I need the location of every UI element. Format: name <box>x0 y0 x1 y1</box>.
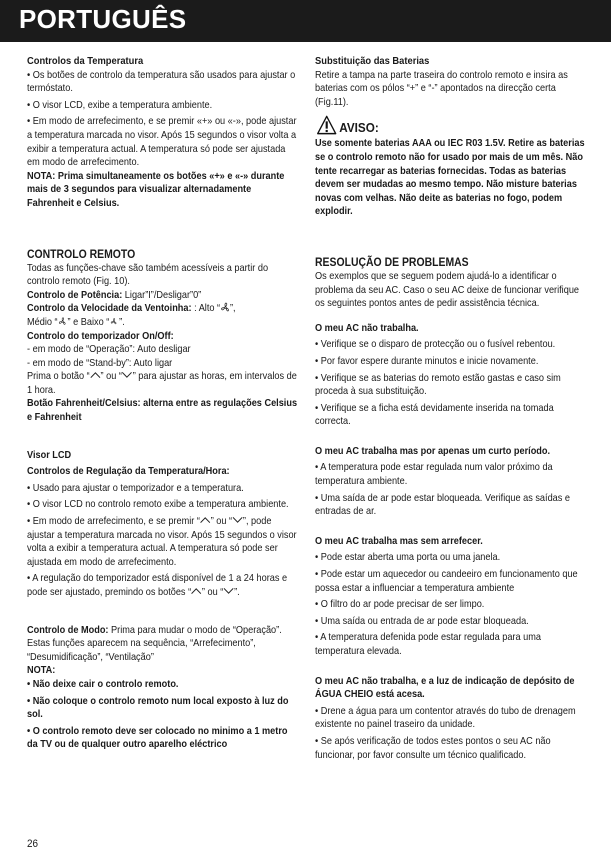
reg-text: • A regulação do temporizador está disponível de 1 a 24 horas e pode ser ajustado, premindo os botões “ <box>27 573 288 598</box>
remote-intro: Todas as funções-chave são também acessíveis a partir do controlo remoto (Fig. 10). <box>27 262 269 288</box>
fahrenheit-celsius-button: Botão Fahrenheit/Celsius: alterna entre as regulações Celsius e Fahrenheit <box>27 398 298 424</box>
reg-text: ”, pode ajustar a temperatura marcada no visor. Após 15 segundos o visor volta a exibir a temperatura actual. A temperatura só pode ser ajustada em modo de arrefecimento. <box>27 516 297 568</box>
left-column <box>27 55 298 752</box>
timer-line-1: - em modo de “Operação”: Auto desligar <box>27 344 191 356</box>
problem-4-bullet: • Drene a água para um contentor através do tubo de drenagem existente no painel traseiro da unidade. <box>315 705 576 731</box>
warning-header <box>315 115 588 135</box>
note-label: NOTA: <box>27 665 56 677</box>
chevron-up-icon <box>200 516 211 524</box>
temp-bullet-2: • O visor LCD, exibe a temperatura ambiente. <box>27 99 213 111</box>
lcd-display-heading: Visor LCD <box>27 449 72 461</box>
mode-control <box>27 624 298 665</box>
fan-low-icon <box>109 316 119 327</box>
warning-icon <box>317 115 337 135</box>
problem-1-bullet: • Verifique se a ficha está devidamente inserida na tomada correcta. <box>315 402 554 428</box>
problem-3-bullet: • A temperatura defenida pode estar regulada para uma temperatura elevada. <box>315 632 541 657</box>
problem-3-bullet: • Pode estar um aquecedor ou candeeiro em funcionamento que possa estar a influenciar a temperatura ambiente <box>315 569 578 594</box>
problem-3-bullet: • Pode estar aberta uma porta ou uma janela. <box>315 552 501 564</box>
timer-control-label: Controlo do temporizador On/Off: <box>27 330 174 342</box>
reg-text: ” ou “ <box>210 516 233 528</box>
reg-text: ”. <box>234 587 240 598</box>
battery-replacement-heading: Substituição das Baterias <box>315 56 430 67</box>
timer-text: Prima o botão “ <box>27 371 90 383</box>
problem-3-bullet: • Uma saída ou entrada de ar pode estar bloqueada. <box>315 615 529 627</box>
warning-text: Use somente baterias AAA ou IEC R03 1.5V. Retire as baterias se o controlo remoto não for usado por mais de um mês. Não tente recarregar as baterias fornecidas. Todas as baterias devem ser mudadas ao mesmo tempo. Não misture baterias novas com velhas. Não deite as baterias no fogo, podem explodir. <box>315 138 585 218</box>
timer-line-3 <box>27 370 298 397</box>
note-item-2: • Não coloque o controlo remoto num local exposto à luz do sol. <box>27 695 289 721</box>
chevron-down-icon <box>122 371 133 379</box>
chevron-down-icon <box>223 587 234 595</box>
reg-text: • Em modo de arrefecimento, e se premir “ <box>27 516 200 528</box>
power-label: Controlo de Potência: <box>27 289 123 301</box>
fan-medium-icon <box>58 316 68 327</box>
battery-text: Retire a tampa na parte traseira do controlo remoto e insira as baterias com os pólos “+” e “-” apontados na direcção certa (Fig.11). <box>315 69 568 108</box>
temp-bullet-1: • Os botões de controlo da temperatura são usados para ajustar o termóstato. <box>27 69 296 95</box>
power-control <box>27 289 298 303</box>
chevron-down-icon <box>232 516 243 524</box>
right-column <box>315 55 588 762</box>
note-item-3: • O controlo remoto deve ser colocado no minimo a 1 metro da TV ou de qualquer outro aparelho eléctrico <box>27 725 288 751</box>
problem-1-bullet: • Por favor espere durante minutos e inicie novamente. <box>315 355 539 367</box>
problem-2-bullet: • Uma saída de ar pode estar bloqueada. Verifique as saídas e entradas de ar. <box>315 492 571 518</box>
problem-2-bullet: • A temperatura pode estar regulada num valor próximo da temperatura ambiente. <box>315 462 553 488</box>
page-title: PORTUGUÊS <box>19 4 187 34</box>
mode-text: Prima para mudar o modo de “Operação”. Estas funções aparecem na sequência, “Arrefecimento”, “Desumidificação”, “Ventilação” <box>27 624 282 663</box>
page-number: 26 <box>27 838 39 850</box>
fan-speed-control <box>27 302 298 329</box>
troubleshooting-heading: RESOLUÇÃO DE PROBLEMAS <box>315 255 469 269</box>
note-item-1: • Não deixe cair o controlo remoto. <box>27 678 179 690</box>
temp-bullet-3: • Em modo de arrefecimento, e se premir «+» ou «-», pode ajustar a temperatura marcada no visor. Após 15 segundos o visor volta a exibir a temperatura actual. A temperatura só pode ser ajustada em modo de arrefecimento. <box>27 116 297 169</box>
problem-1-title: O meu AC não trabalha. <box>315 322 419 334</box>
troubleshooting-intro: Os exemplos que se seguem podem ajudá-lo a identificar o problema da seu AC. Caso o seu AC deixe de funcionar verifique os seguintes pontos antes de pedir assistência técnica. <box>315 270 580 310</box>
chevron-up-icon <box>90 371 101 379</box>
reg-text: ” ou “ <box>201 587 224 598</box>
problem-4-bullet: • Se após verificação de todos estes pontos o seu AC não funcionar, por favor consulte um técnico qualificado. <box>315 735 551 761</box>
problem-1-bullet: • Verifique se o disparo de protecção ou o fusível rebentou. <box>315 339 556 351</box>
regulation-controls-heading: Controlos de Regulação da Temperatura/Hora: <box>27 466 230 478</box>
problem-1-bullet: • Verifique se as baterias do remoto estão gastas e caso sim proceda à sua substituição. <box>315 372 561 398</box>
temp-controls-heading: Controlos da Temperatura <box>27 56 144 67</box>
fan-text: ” e Baixo “ <box>67 316 110 328</box>
temp-note: NOTA: Prima simultaneamente os botões «+» e «-» durante mais de 3 segundos para visualizar alternadamente Fahrenheit e Celsius. <box>27 170 285 209</box>
reg-bullet-3 <box>27 515 298 569</box>
problem-3-title: O meu AC trabalha mas sem arrefecer. <box>315 535 483 547</box>
problem-3-bullet: • O filtro do ar pode precisar de ser limpo. <box>315 599 485 611</box>
timer-text: ” para ajustar as horas, em intervalos de 1 hora. <box>27 371 297 396</box>
problem-4-title: O meu AC não trabalha, e a luz de indicação de depósito de ÁGUA CHEIO está acesa. <box>315 675 575 701</box>
problem-2-title: O meu AC trabalha mas por apenas um curto período. <box>315 445 551 457</box>
timer-line-2: - em modo de “Stand-by”: Auto ligar <box>27 357 173 369</box>
warning-title: AVISO: <box>339 120 379 136</box>
language-header <box>0 0 611 42</box>
chevron-up-icon <box>191 587 202 595</box>
remote-control-heading: CONTROLO REMOTO <box>27 247 136 261</box>
reg-bullet-1: • Usado para ajustar o temporizador e a temperatura. <box>27 482 244 494</box>
timer-text: ” ou “ <box>100 371 122 383</box>
fan-label: Controlo da Velocidade da Ventoinha: <box>27 303 192 315</box>
mode-label: Controlo de Modo: <box>27 624 109 636</box>
power-text: Ligar”I”/Desligar”0” <box>122 289 202 301</box>
fan-text: : Alto “ <box>191 303 221 315</box>
reg-bullet-2: • O visor LCD no controlo remoto exibe a temperatura ambiente. <box>27 499 289 511</box>
fan-text: Médio “ <box>27 316 58 328</box>
reg-bullet-4 <box>27 572 298 599</box>
fan-text: ”. <box>119 316 125 328</box>
fan-text: ”, <box>230 303 236 315</box>
fan-high-icon <box>220 302 230 313</box>
